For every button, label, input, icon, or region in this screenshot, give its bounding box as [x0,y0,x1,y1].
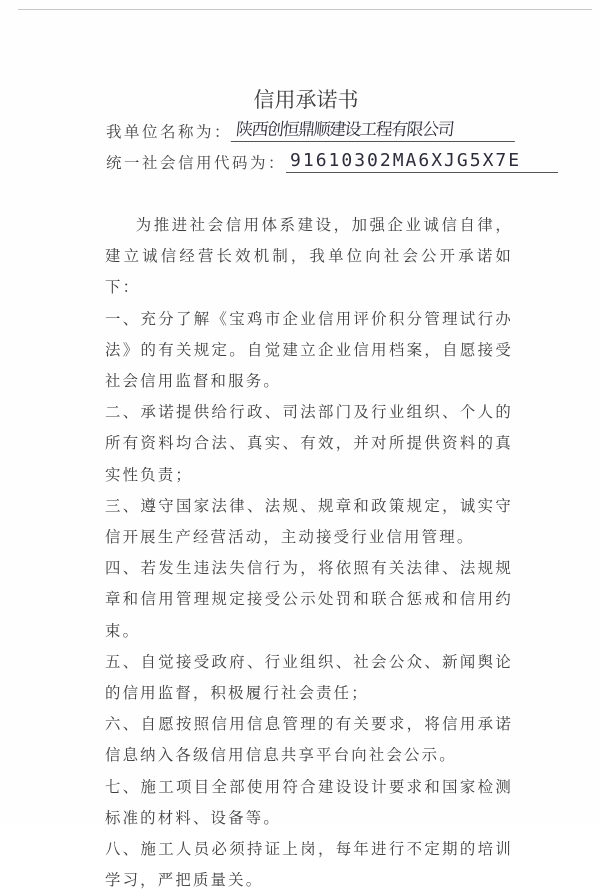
commitment-item-3: 三、遵守国家法律、法规、规章和政策规定，诚实守信开展生产经营活动，主动接受行业信用管理。 [105,496,513,547]
commitment-item-8: 八、施工人员必须持证上岗，每年进行不定期的培训学习，严把质量关。 [105,840,513,890]
commitment-item-2: 二、承诺提供给行政、司法部门及行业组织、个人的所有资料均合法、真实、有效，并对所提供资料的真实性负责； [105,403,513,484]
commitment-item-6: 六、自愿按照信用信息管理的有关要求，将信用承诺信息纳入各级信用信息共享平台向社会公示。 [105,715,513,765]
commitment-body [105,210,513,896]
commitment-item-5: 五、自觉接受政府、行业组织、社会公众、新闻舆论的信用监督，积极履行社会责任； [105,652,513,703]
intro-paragraph: 为推进社会信用体系建设，加强企业诚信自律，建立诚信经营长效机制，我单位向社会公开承诺如下： [105,216,513,297]
commitment-item-7: 七、施工项目全部使用符合建设设计要求和国家检测标准的材料、设备等。 [105,777,513,827]
company-name-row [106,118,516,142]
credit-code-handwritten-value: 91610302MA6XJG5X7E [286,150,558,173]
company-name-handwritten-value: 陕西创恒鼎顺建设工程有限公司 [231,119,517,142]
company-name-label: 我单位名称为： [106,123,233,141]
document-title: 信用承诺书 [253,88,359,112]
commitment-item-1: 一、充分了解《宝鸡市企业信用评价积分管理试行办法》的有关规定。自觉建立企业信用档案，自愿接受社会信用监督和服务。 [105,309,513,391]
credit-code-row [106,149,558,173]
credit-code-label: 统一社会信用代码为： [106,154,287,172]
commitment-item-4: 四、若发生违法失信行为，将依照有关法律、法规规章和信用管理规定接受公示处罚和联合惩戒和信用约束。 [105,559,513,640]
scan-edge-line [18,9,592,10]
